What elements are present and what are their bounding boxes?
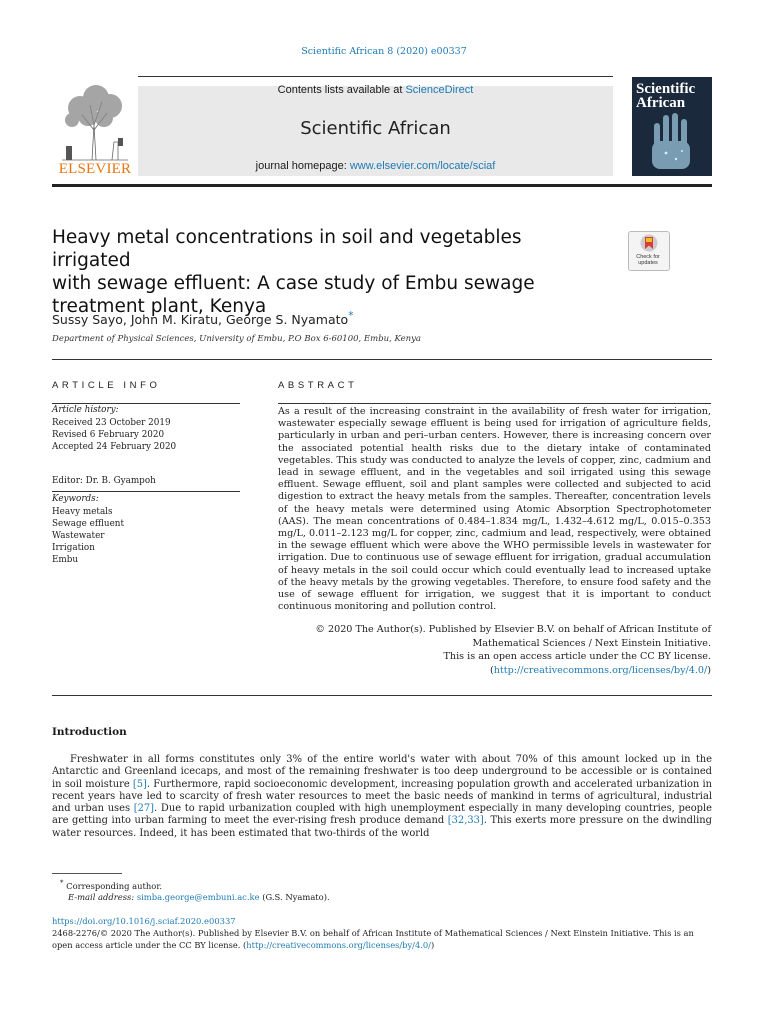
keyword-item: Sewage effluent xyxy=(52,519,124,529)
doi-link[interactable]: https://doi.org/10.1016/j.sciaf.2020.e00337 xyxy=(52,916,236,926)
corresponding-author-link[interactable]: * xyxy=(348,310,354,322)
reference-link[interactable]: [5] xyxy=(132,778,147,790)
abstract-rule xyxy=(278,403,711,404)
article-info-rule xyxy=(52,403,240,404)
cover-title: Scientific African xyxy=(636,81,696,111)
keywords-rule xyxy=(52,491,240,492)
accepted-date: Accepted 24 February 2020 xyxy=(52,442,177,452)
contents-line: Contents lists available at ScienceDirect xyxy=(277,84,474,96)
header-divider xyxy=(52,184,712,187)
email-note: E-mail address: simba.george@embuni.ac.ke (G.S. Nyamato). xyxy=(68,892,330,902)
title-divider xyxy=(52,359,712,360)
elsevier-wordmark: ELSEVIER xyxy=(58,161,132,177)
keyword-item: Irrigation xyxy=(52,543,95,553)
received-date: Received 23 October 2019 xyxy=(52,418,171,428)
header-rule xyxy=(138,76,613,77)
homepage-link[interactable]: www.elsevier.com/locate/sciaf xyxy=(349,160,496,172)
abstract-heading: ABSTRACT xyxy=(278,380,358,391)
license-statement: 2468-2276/© 2020 The Author(s). Published by Elsevier B.V. on behalf of African Institute of Mathematical Sciences / Next Einstein Initiative. This is an open access article under the CC BY license. (http://creativecommons.org/licenses/by/4.0/) xyxy=(52,928,694,950)
abstract-copyright: © 2020 The Author(s). Published by Elsevier B.V. on behalf of African Institute of Mathematical Sciences / Next Einstein Initiative. This is an open access article under the CC BY license. (http://creativecommons.org/licenses/by/4.0/) xyxy=(315,624,711,676)
reference-link[interactable]: [27] xyxy=(133,803,155,815)
keyword-item: Embu xyxy=(52,555,79,565)
bookmark-icon xyxy=(640,234,658,254)
journal-cover xyxy=(632,77,712,176)
author-list: Sussy Sayo, John M. Kiratu, George S. Nyamato* xyxy=(52,310,354,328)
keyword-item: Wastewater xyxy=(52,531,105,541)
introduction-paragraph: Freshwater in all forms constitutes only 3% of the entire world's water with about 70% of this amount locked up in the Antarctic and Greenland icecaps, and most of the remaining freshwater is too deep underground to be accessible or is contained in soil moisture [5]. Furthermore, rapid socioeconomic development, increasing population growth and accelerated urbanization in recent years have led to scarcity of fresh water resources to meet the basic needs of mankind in terms of agricultural, industrial and urban uses [27]. Due to rapid urbanization coupled with high unemployment especially in many developing countries, people are getting into urban farming to meet the ever-rising fresh produce demand [32,33]. This exerts more pressure on the dwindling water resources. Indeed, it has been estimated that two-thirds of the world xyxy=(52,754,712,839)
footnote-rule xyxy=(52,873,122,874)
journal-citation[interactable]: Scientific African 8 (2020) e00337 xyxy=(301,46,467,57)
corresponding-note: * Corresponding author. xyxy=(60,879,163,891)
article-info-heading: ARTICLE INFO xyxy=(52,380,161,391)
article-title: Heavy metal concentrations in soil and vegetables irrigated with sewage effluent: A case study of Embu sewage treatment plant, Kenya xyxy=(52,227,535,317)
revised-date: Revised 6 February 2020 xyxy=(52,430,165,440)
affiliation: Department of Physical Sciences, University of Embu, P.O Box 6-60100, Embu, Kenya xyxy=(52,334,422,344)
journal-name: Scientific African xyxy=(300,118,451,139)
editor-line: Editor: Dr. B. Gyampoh xyxy=(52,476,156,486)
abstract-text: As a result of the increasing constraint in the availability of fresh water for irrigation, wastewater especially sewage effluent is being used for irrigation of agriculture fields, particularly in urban and peri–urban centers. However, there is increasing concern over the associated potential health risks due to the dietary intake of contaminated vegetables. This study was conducted to analyze the levels of copper, zinc, cadmium and lead in sewage effluent, and in the vegetables and soil irrigated using this sewage effluent. Sewage effluent, soil and plant samples were collected and subjected to acid digestion to extract the heavy metals from the samples. Thereafter, concentration levels of the heavy metals were determined using Atomic Absorption Spectrophotometer (AAS). The mean concentrations of 0.484–1.834 mg/L, 1.432–4.612 mg/L, 0.015–0.353 mg/L, 0.011–2.123 mg/L for copper, zinc, cadmium and lead, respectively, were obtained in the sewage effluent which were above the WHO permissible levels in wastewater for irrigation. Due to continuous use of sewage effluent for irrigation, gradual accumulation of heavy metals in the soil could occur which could eventually lead to increased uptake of the heavy metals by the growing vegetables. Therefore, to ensure food safety and the use of sewage effluent for irrigation, we suggest that it is important to conduct continuous monitoring and pollution control. xyxy=(278,406,711,613)
introduction-heading: Introduction xyxy=(52,726,127,738)
hand-icon xyxy=(646,113,700,173)
license-link[interactable]: http://creativecommons.org/licenses/by/4.0/ xyxy=(246,939,431,950)
check-updates-label: Check for updates xyxy=(636,254,660,266)
history-label: Article history: xyxy=(52,405,119,415)
email-link[interactable]: simba.george@embuni.ac.ke xyxy=(136,892,260,902)
sciencedirect-link[interactable]: ScienceDirect xyxy=(405,84,474,96)
journal-homepage: journal homepage: www.elsevier.com/locate/sciaf xyxy=(255,160,496,172)
abstract-divider xyxy=(52,695,712,696)
reference-link[interactable]: [32,33] xyxy=(447,815,484,827)
keyword-item: Heavy metals xyxy=(52,507,113,517)
keywords-label: Keywords: xyxy=(52,494,99,504)
license-link[interactable]: http://creativecommons.org/licenses/by/4.0/ xyxy=(493,664,708,676)
